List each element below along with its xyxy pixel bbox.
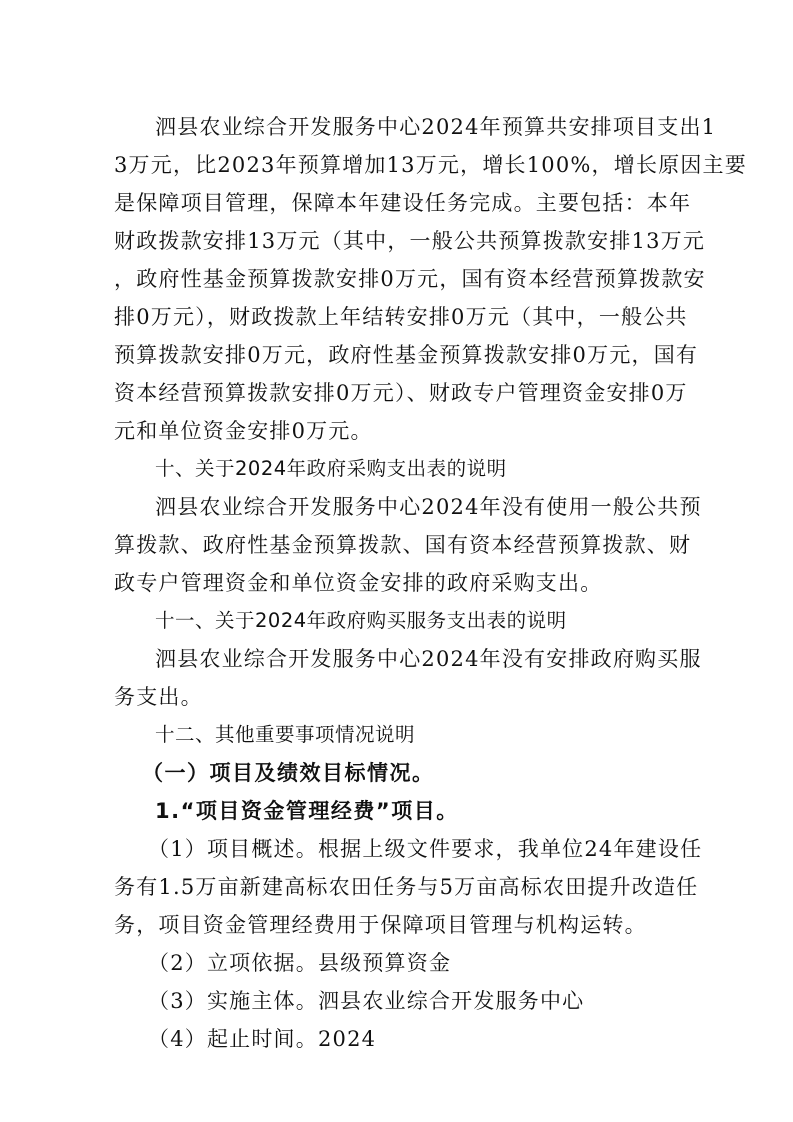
paragraph-line: 泗县农业综合开发服务中心2024年没有安排政府购买服 <box>155 647 702 671</box>
paragraph-line: 预算拨款安排0万元，政府性基金预算拨款安排0万元，国有 <box>114 343 699 367</box>
paragraph-line: 3万元，比2023年预算增加13万元，增长100%，增长原因主要 <box>114 153 747 177</box>
paragraph-line: 泗县农业综合开发服务中心2024年预算共安排项目支出1 <box>155 115 717 139</box>
paragraph-line: 排0万元），财政拨款上年结转安排0万元（其中，一般公共 <box>114 305 688 329</box>
paragraph-line: （4）起止时间。2024 <box>148 1027 377 1051</box>
section-heading: 十一、关于2024年政府购买服务支出表的说明 <box>155 609 567 632</box>
paragraph-line: （1）项目概述。根据上级文件要求，我单位24年建设任 <box>148 837 703 861</box>
paragraph-line: （2）立项依据。县级预算资金 <box>148 951 452 975</box>
paragraph-line: （3）实施主体。泗县农业综合开发服务中心 <box>148 989 585 1013</box>
paragraph-line: 务，项目资金管理经费用于保障项目管理与机构运转。 <box>114 913 647 937</box>
paragraph-line: 算拨款、政府性基金预算拨款、国有资本经营预算拨款、财 <box>114 533 692 557</box>
paragraph-line: 是保障项目管理，保障本年建设任务完成。主要包括：本年 <box>114 191 692 215</box>
paragraph-line: 政专户管理资金和单位资金安排的政府采购支出。 <box>114 571 603 595</box>
paragraph-line: 资本经营预算拨款安排0万元）、财政专户管理资金安排0万 <box>114 381 688 405</box>
section-heading: 十、关于2024年政府采购支出表的说明 <box>155 457 507 480</box>
section-heading: 十二、其他重要事项情况说明 <box>155 723 416 746</box>
paragraph-line: 泗县农业综合开发服务中心2024年没有使用一般公共预 <box>155 495 702 519</box>
paragraph-line: 务有1.5万亩新建高标农田任务与5万亩高标农田提升改造任 <box>114 875 699 899</box>
subsection-heading: （一）项目及绩效目标情况。 <box>142 761 435 785</box>
paragraph-line: ，政府性基金预算拨款安排0万元，国有资本经营预算拨款安 <box>114 267 706 291</box>
paragraph-line: 务支出。 <box>114 685 203 709</box>
paragraph-line: 元和单位资金安排0万元。 <box>114 419 373 443</box>
paragraph-line: 财政拨款安排13万元（其中，一般公共预算拨款安排13万元 <box>114 229 706 253</box>
item-heading: 1.“项目资金管理经费”项目。 <box>155 799 459 823</box>
